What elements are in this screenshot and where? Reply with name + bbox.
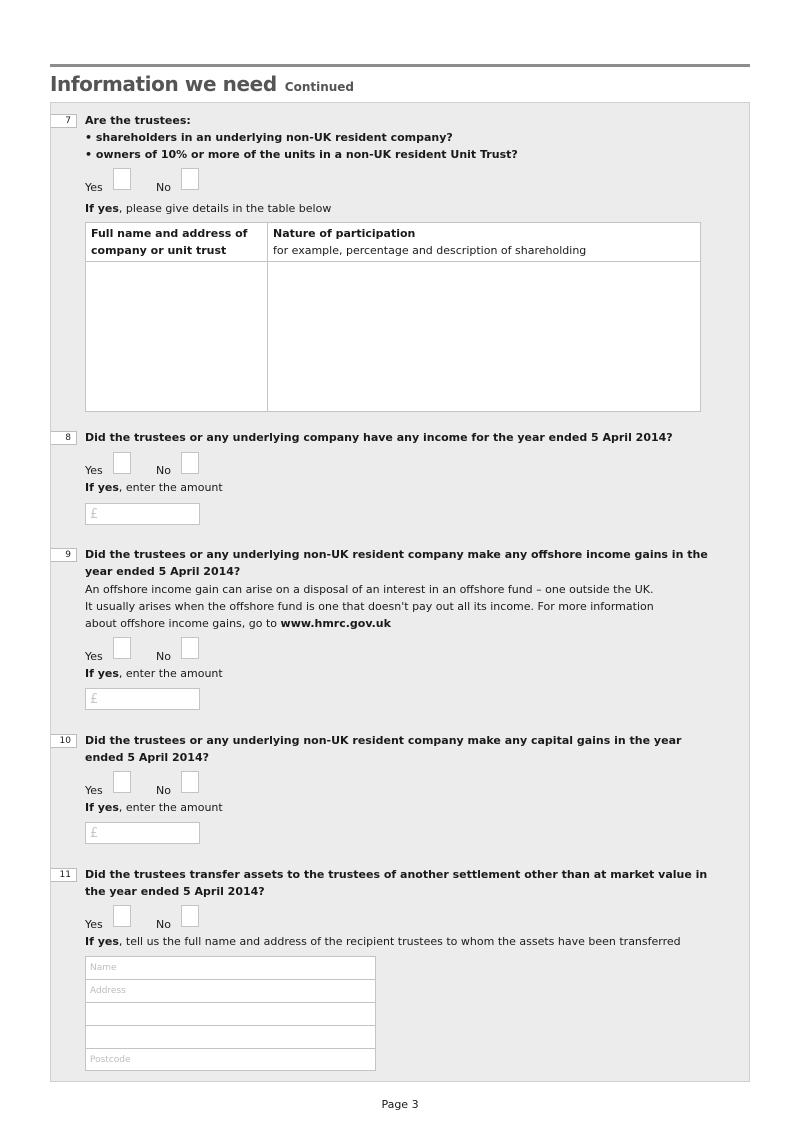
- question-number-7: 7: [51, 114, 77, 128]
- q9-currency-symbol: £: [90, 692, 99, 707]
- q10-if-yes-bold: If yes: [85, 801, 119, 814]
- hmrc-link[interactable]: www.hmrc.gov.uk: [280, 617, 391, 630]
- q10-question-line1: Did the trustees or any underlying non-UK resident company make any capital gains in the year: [85, 734, 682, 747]
- q7-yes-label: Yes: [85, 181, 103, 194]
- q10-no-checkbox[interactable]: [181, 771, 199, 793]
- address-line-3-field[interactable]: [86, 1026, 375, 1049]
- q8-if-yes: [85, 481, 223, 494]
- table-cell-participation[interactable]: [269, 263, 699, 410]
- q10-if-yes: [85, 801, 223, 814]
- q8-no-label: No: [156, 464, 171, 477]
- q11-yes-checkbox[interactable]: [113, 905, 131, 927]
- q11-if-yes-rest: , tell us the full name and address of the recipient trustees to whom the assets have been transferred: [118, 935, 681, 948]
- q11-no-checkbox[interactable]: [181, 905, 199, 927]
- q8-currency-symbol: £: [90, 507, 99, 522]
- postcode-placeholder: Postcode: [90, 1055, 131, 1065]
- q10-amount-input[interactable]: [85, 822, 200, 844]
- participation-table: [85, 222, 701, 412]
- table-col1-header-line2: company or unit trust: [91, 244, 227, 257]
- address-placeholder: Address: [90, 986, 126, 996]
- page-number: Page 3: [381, 1098, 419, 1111]
- q9-question-line1: Did the trustees or any underlying non-UK resident company make any offshore income gains in the: [85, 548, 708, 561]
- q9-yes-checkbox[interactable]: [113, 637, 131, 659]
- q7-if-yes: [85, 202, 331, 215]
- header-rule: [50, 64, 750, 67]
- q11-no-label: No: [156, 918, 171, 931]
- q10-yes-checkbox[interactable]: [113, 771, 131, 793]
- q8-if-yes-rest: , enter the amount: [118, 481, 223, 494]
- q8-no-checkbox[interactable]: [181, 452, 199, 474]
- table-col2-header-line2: for example, percentage and description of shareholding: [273, 244, 587, 257]
- q8-yes-checkbox[interactable]: [113, 452, 131, 474]
- q7-bullet-2: • owners of 10% or more of the units in a non-UK resident Unit Trust?: [85, 148, 518, 161]
- q9-info-line1: An offshore income gain can arise on a disposal of an interest in an offshore fund – one outside the UK.: [85, 583, 654, 596]
- question-number-8: 8: [51, 431, 77, 445]
- q11-yes-label: Yes: [85, 918, 103, 931]
- q8-question: Did the trustees or any underlying company have any income for the year ended 5 April 2014?: [85, 431, 673, 444]
- table-col1-header-line1: Full name and address of: [91, 227, 248, 240]
- q7-bullet-1-text: shareholders in an underlying non-UK resident company?: [95, 131, 453, 144]
- q9-info-line3-text: about offshore income gains, go to: [85, 617, 281, 630]
- q9-if-yes-rest: , enter the amount: [118, 667, 223, 680]
- q7-question: Are the trustees:: [85, 114, 191, 127]
- q9-if-yes: [85, 667, 223, 680]
- q9-info-line2: It usually arises when the offshore fund is one that doesn't pay out all its income. For more information: [85, 600, 654, 613]
- q8-amount-input[interactable]: [85, 503, 200, 525]
- q7-if-yes-rest: , please give details in the table below: [118, 202, 332, 215]
- q7-bullet-2-text: owners of 10% or more of the units in a non-UK resident Unit Trust?: [95, 148, 518, 161]
- name-field[interactable]: [86, 957, 375, 980]
- section-subtitle: Continued: [284, 80, 355, 94]
- postcode-field[interactable]: [86, 1049, 375, 1072]
- question-number-9: 9: [51, 548, 77, 562]
- q9-if-yes-bold: If yes: [85, 667, 119, 680]
- table-cell-company[interactable]: [87, 263, 266, 410]
- q11-question-line1: Did the trustees transfer assets to the trustees of another settlement other than at market value in: [85, 868, 708, 881]
- q10-currency-symbol: £: [90, 826, 99, 841]
- table-column-divider: [267, 223, 268, 411]
- q9-yes-label: Yes: [85, 650, 103, 663]
- address-line-2-field[interactable]: [86, 1003, 375, 1026]
- q9-no-checkbox[interactable]: [181, 637, 199, 659]
- q11-question-line2: the year ended 5 April 2014?: [85, 885, 265, 898]
- q11-if-yes-bold: If yes: [85, 935, 119, 948]
- q7-bullet-1: • shareholders in an underlying non-UK resident company?: [85, 131, 453, 144]
- q8-yes-label: Yes: [85, 464, 103, 477]
- q9-info-line3: [85, 617, 391, 630]
- section-title: Information we need: [50, 72, 277, 96]
- name-placeholder: Name: [90, 963, 117, 973]
- q10-yes-label: Yes: [85, 784, 103, 797]
- table-header-divider: [86, 261, 700, 262]
- q10-no-label: No: [156, 784, 171, 797]
- q7-if-yes-bold: If yes: [85, 202, 119, 215]
- question-number-11: 11: [51, 868, 77, 882]
- section-header: [50, 72, 354, 98]
- q9-question-line2: year ended 5 April 2014?: [85, 565, 241, 578]
- q7-no-checkbox[interactable]: [181, 168, 199, 190]
- q11-if-yes: [85, 935, 681, 948]
- q9-no-label: No: [156, 650, 171, 663]
- recipient-address-box: [85, 956, 376, 1071]
- table-col2-header-line1: Nature of participation: [273, 227, 416, 240]
- q10-if-yes-rest: , enter the amount: [118, 801, 223, 814]
- address-field[interactable]: [86, 980, 375, 1003]
- q10-question-line2: ended 5 April 2014?: [85, 751, 209, 764]
- q9-amount-input[interactable]: [85, 688, 200, 710]
- question-number-10: 10: [51, 734, 77, 748]
- q8-if-yes-bold: If yes: [85, 481, 119, 494]
- q7-yes-checkbox[interactable]: [113, 168, 131, 190]
- q7-no-label: No: [156, 181, 171, 194]
